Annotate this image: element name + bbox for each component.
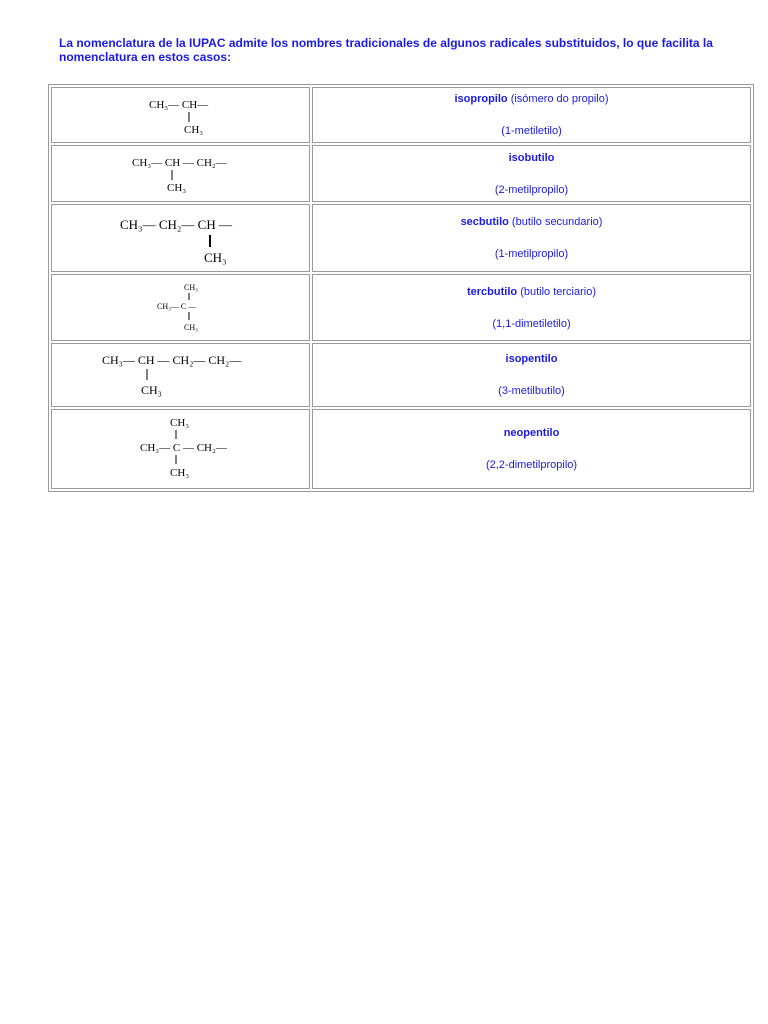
name-cell — [312, 204, 751, 272]
secbutyl-formula-diagram — [52, 205, 309, 271]
formula-cell — [51, 145, 310, 202]
table-row — [51, 145, 751, 202]
formula-main-chain: CH₃— CH₂— CH — — [120, 217, 232, 232]
formula-cell — [51, 204, 310, 272]
formula-top-branch: CH₃ — [170, 417, 190, 429]
radical-name: neopentilo — [503, 427, 560, 439]
table-row — [51, 87, 751, 143]
formula-bottom-branch: CH₃ — [170, 467, 190, 479]
formula-branch: CH₃ — [184, 124, 204, 136]
isopentyl-formula-diagram — [52, 344, 309, 406]
name-cell — [312, 343, 751, 407]
name-cell — [312, 87, 751, 143]
formula-branch: CH₃ — [167, 182, 187, 194]
name-cell — [312, 145, 751, 202]
radical-name: isopropilo — [454, 93, 508, 105]
common-name-line — [313, 352, 750, 366]
formula-cell — [51, 274, 310, 341]
iupac-name: (3-metilbutilo) — [498, 385, 565, 397]
common-name-line — [313, 426, 750, 440]
radical-note: (butilo secundario) — [511, 216, 603, 228]
formula-top-branch: CH₃ — [184, 283, 198, 292]
table-row — [51, 204, 751, 272]
common-name-line — [313, 285, 750, 299]
common-name-line — [313, 215, 750, 229]
iupac-name: (1-metilpropilo) — [494, 248, 569, 260]
iupac-name: (1-metiletilo) — [501, 125, 562, 137]
neopentyl-formula-diagram — [52, 410, 309, 488]
formula-main-chain: CH₃— CH — CH₂— CH₂— — [102, 353, 242, 367]
isobutyl-formula-diagram — [52, 146, 309, 201]
radical-note: (isómero do propilo) — [510, 93, 609, 105]
radical-name: isobutilo — [508, 151, 555, 164]
formula-cell — [51, 409, 310, 489]
radical-name: tercbutilo — [467, 285, 518, 298]
formula-main-chain: CH₃— CH— — [149, 99, 209, 111]
formula-main-chain: CH₃— C — CH₂— — [140, 442, 227, 454]
common-name-line — [313, 92, 750, 106]
formula-cell — [51, 343, 310, 407]
tercbutyl-formula-diagram — [52, 275, 309, 340]
iupac-name: (2,2-dimetilpropilo) — [485, 459, 578, 471]
formula-main-chain: CH₃— CH — CH₂— — [132, 157, 227, 169]
common-name-line — [313, 151, 750, 165]
iupac-name: (2-metilpropilo) — [494, 183, 569, 196]
table-row — [51, 343, 751, 407]
radicals-table — [48, 84, 754, 492]
table-row — [51, 274, 751, 341]
intro-paragraph: La nomenclatura de la IUPAC admite los nombres tradicionales de algunos radicales substituidos, lo que facilita la nomenclatura en estos casos: — [59, 36, 713, 64]
iupac-name: (1,1-dimetiletilo) — [492, 317, 571, 330]
radical-name: secbutilo — [460, 216, 509, 228]
name-cell — [312, 409, 751, 489]
formula-branch: CH₃ — [141, 383, 162, 397]
isopropyl-formula-diagram — [52, 88, 309, 142]
radical-note: (butilo terciario) — [520, 285, 596, 298]
name-cell — [312, 274, 751, 341]
radical-name: isopentilo — [505, 353, 558, 365]
formula-branch: CH₃ — [204, 250, 227, 265]
formula-bottom-branch: CH₃ — [184, 323, 198, 332]
formula-cell — [51, 87, 310, 143]
formula-main-chain: CH₃— C — — [157, 302, 197, 311]
table-row — [51, 409, 751, 489]
